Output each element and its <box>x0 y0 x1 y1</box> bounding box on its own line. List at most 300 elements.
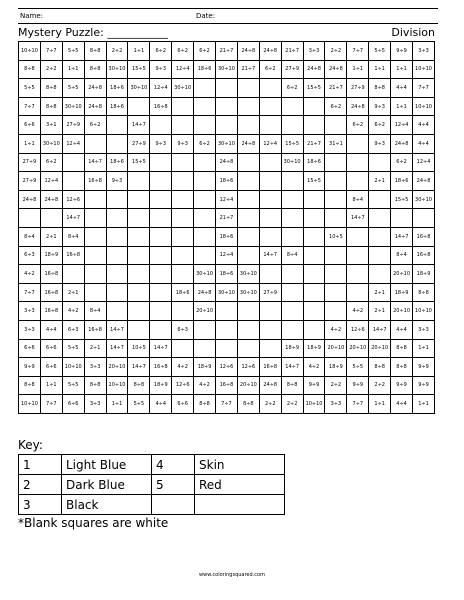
grid-cell[interactable]: 1÷1 <box>369 60 391 79</box>
grid-cell[interactable]: 15÷5 <box>128 60 150 79</box>
grid-cell[interactable]: 20÷10 <box>391 265 413 284</box>
grid-cell[interactable]: 12÷4 <box>172 60 194 79</box>
grid-cell[interactable] <box>172 172 194 191</box>
grid-cell[interactable] <box>194 116 216 135</box>
grid-cell[interactable]: 14÷7 <box>281 358 303 377</box>
grid-cell[interactable] <box>150 116 172 135</box>
grid-cell[interactable] <box>259 320 281 339</box>
grid-cell[interactable] <box>281 283 303 302</box>
grid-cell[interactable]: 7÷7 <box>40 42 62 61</box>
grid-cell[interactable] <box>106 190 128 209</box>
grid-cell[interactable]: 18÷6 <box>106 79 128 98</box>
grid-cell[interactable]: 16÷8 <box>40 302 62 321</box>
grid-cell[interactable] <box>150 283 172 302</box>
grid-cell[interactable]: 30÷10 <box>40 134 62 153</box>
grid-cell[interactable] <box>237 153 259 172</box>
grid-cell[interactable]: 18÷6 <box>216 227 238 246</box>
grid-cell[interactable]: 7÷7 <box>413 79 435 98</box>
grid-cell[interactable] <box>106 134 128 153</box>
grid-cell[interactable]: 4÷2 <box>194 376 216 395</box>
grid-cell[interactable]: 7÷7 <box>216 395 238 414</box>
grid-cell[interactable] <box>347 246 369 265</box>
grid-cell[interactable]: 6÷2 <box>194 134 216 153</box>
grid-cell[interactable]: 24÷8 <box>347 97 369 116</box>
grid-cell[interactable]: 24÷8 <box>237 42 259 61</box>
grid-cell[interactable]: 21÷7 <box>325 79 347 98</box>
grid-cell[interactable]: 18÷9 <box>303 339 325 358</box>
grid-cell[interactable] <box>194 172 216 191</box>
grid-cell[interactable] <box>303 97 325 116</box>
grid-cell[interactable]: 1÷1 <box>413 339 435 358</box>
grid-cell[interactable]: 14÷7 <box>62 209 84 228</box>
grid-cell[interactable] <box>347 153 369 172</box>
grid-cell[interactable] <box>128 283 150 302</box>
grid-cell[interactable]: 30÷10 <box>106 60 128 79</box>
grid-cell[interactable]: 2÷1 <box>84 339 106 358</box>
grid-cell[interactable]: 9÷3 <box>150 60 172 79</box>
grid-cell[interactable]: 1÷1 <box>62 60 84 79</box>
grid-cell[interactable] <box>281 97 303 116</box>
grid-cell[interactable]: 2÷1 <box>40 227 62 246</box>
grid-cell[interactable] <box>128 246 150 265</box>
grid-cell[interactable]: 24÷8 <box>40 190 62 209</box>
grid-cell[interactable] <box>150 190 172 209</box>
grid-cell[interactable]: 18÷9 <box>40 246 62 265</box>
grid-cell[interactable]: 3÷3 <box>19 320 41 339</box>
grid-cell[interactable]: 2÷1 <box>369 172 391 191</box>
grid-cell[interactable] <box>194 190 216 209</box>
grid-cell[interactable]: 4÷2 <box>19 265 41 284</box>
grid-cell[interactable]: 8÷8 <box>281 376 303 395</box>
grid-cell[interactable]: 24÷8 <box>391 134 413 153</box>
grid-cell[interactable]: 1÷1 <box>19 134 41 153</box>
grid-cell[interactable]: 1÷1 <box>391 60 413 79</box>
grid-cell[interactable]: 14÷7 <box>128 116 150 135</box>
grid-cell[interactable]: 15÷5 <box>303 79 325 98</box>
grid-cell[interactable]: 8÷8 <box>19 376 41 395</box>
grid-cell[interactable]: 3÷3 <box>19 302 41 321</box>
grid-cell[interactable] <box>237 190 259 209</box>
grid-cell[interactable] <box>172 265 194 284</box>
grid-cell[interactable]: 15÷5 <box>303 172 325 191</box>
grid-cell[interactable]: 9÷9 <box>19 358 41 377</box>
grid-cell[interactable] <box>347 227 369 246</box>
grid-cell[interactable]: 2÷2 <box>325 42 347 61</box>
grid-cell[interactable] <box>237 172 259 191</box>
grid-cell[interactable] <box>84 227 106 246</box>
grid-cell[interactable]: 3÷3 <box>84 358 106 377</box>
grid-cell[interactable]: 24÷8 <box>237 134 259 153</box>
grid-cell[interactable] <box>369 209 391 228</box>
grid-cell[interactable]: 8÷4 <box>84 302 106 321</box>
grid-cell[interactable]: 20÷10 <box>391 302 413 321</box>
grid-cell[interactable]: 6÷6 <box>40 339 62 358</box>
grid-cell[interactable] <box>128 227 150 246</box>
grid-cell[interactable]: 1÷1 <box>391 97 413 116</box>
grid-cell[interactable]: 14÷7 <box>150 339 172 358</box>
grid-cell[interactable]: 20÷10 <box>347 339 369 358</box>
grid-cell[interactable]: 30÷10 <box>237 283 259 302</box>
grid-cell[interactable]: 1÷1 <box>40 376 62 395</box>
grid-cell[interactable] <box>172 227 194 246</box>
grid-cell[interactable]: 30÷10 <box>172 79 194 98</box>
grid-cell[interactable]: 21÷7 <box>216 209 238 228</box>
grid-cell[interactable] <box>128 97 150 116</box>
grid-cell[interactable]: 5÷5 <box>62 79 84 98</box>
grid-cell[interactable] <box>259 302 281 321</box>
grid-cell[interactable]: 9÷3 <box>369 134 391 153</box>
grid-cell[interactable] <box>19 209 41 228</box>
grid-cell[interactable]: 4÷4 <box>413 134 435 153</box>
grid-cell[interactable]: 9÷3 <box>369 97 391 116</box>
grid-cell[interactable] <box>194 209 216 228</box>
grid-cell[interactable] <box>259 265 281 284</box>
grid-cell[interactable] <box>237 116 259 135</box>
grid-cell[interactable]: 14÷7 <box>106 320 128 339</box>
grid-cell[interactable]: 2÷1 <box>369 283 391 302</box>
grid-cell[interactable] <box>106 209 128 228</box>
grid-cell[interactable]: 6÷2 <box>194 42 216 61</box>
grid-cell[interactable] <box>281 227 303 246</box>
grid-cell[interactable] <box>325 190 347 209</box>
grid-cell[interactable]: 30÷10 <box>237 265 259 284</box>
grid-cell[interactable] <box>216 79 238 98</box>
grid-cell[interactable]: 10÷10 <box>106 376 128 395</box>
grid-cell[interactable]: 14÷7 <box>347 209 369 228</box>
grid-cell[interactable] <box>281 265 303 284</box>
grid-cell[interactable] <box>106 227 128 246</box>
grid-cell[interactable]: 18÷9 <box>325 358 347 377</box>
grid-cell[interactable]: 12÷4 <box>391 116 413 135</box>
grid-cell[interactable] <box>237 209 259 228</box>
grid-cell[interactable] <box>172 246 194 265</box>
grid-cell[interactable] <box>172 153 194 172</box>
grid-cell[interactable]: 4÷2 <box>62 302 84 321</box>
grid-cell[interactable]: 9÷3 <box>106 172 128 191</box>
grid-cell[interactable]: 27÷9 <box>128 134 150 153</box>
grid-cell[interactable]: 30÷10 <box>128 79 150 98</box>
grid-cell[interactable]: 1÷1 <box>106 395 128 414</box>
grid-cell[interactable]: 4÷4 <box>413 116 435 135</box>
grid-cell[interactable] <box>369 153 391 172</box>
grid-cell[interactable]: 18÷6 <box>216 265 238 284</box>
grid-cell[interactable] <box>106 246 128 265</box>
grid-cell[interactable]: 6÷2 <box>40 153 62 172</box>
grid-cell[interactable]: 16÷8 <box>216 376 238 395</box>
grid-cell[interactable]: 21÷7 <box>237 60 259 79</box>
grid-cell[interactable] <box>303 283 325 302</box>
grid-cell[interactable]: 20÷10 <box>194 302 216 321</box>
grid-cell[interactable]: 2÷1 <box>62 283 84 302</box>
grid-cell[interactable]: 4÷4 <box>40 320 62 339</box>
grid-cell[interactable]: 18÷9 <box>413 265 435 284</box>
grid-cell[interactable]: 8÷8 <box>369 358 391 377</box>
grid-cell[interactable] <box>128 320 150 339</box>
grid-cell[interactable]: 6÷2 <box>150 42 172 61</box>
grid-cell[interactable]: 27÷9 <box>62 116 84 135</box>
grid-cell[interactable]: 6÷2 <box>259 60 281 79</box>
grid-cell[interactable] <box>369 227 391 246</box>
grid-cell[interactable] <box>303 190 325 209</box>
grid-cell[interactable]: 3÷3 <box>84 395 106 414</box>
grid-cell[interactable] <box>303 302 325 321</box>
grid-cell[interactable]: 18÷6 <box>216 172 238 191</box>
grid-cell[interactable]: 4÷4 <box>391 79 413 98</box>
grid-cell[interactable]: 14÷7 <box>128 358 150 377</box>
grid-cell[interactable] <box>259 79 281 98</box>
grid-cell[interactable]: 5÷5 <box>62 339 84 358</box>
grid-cell[interactable] <box>84 283 106 302</box>
grid-cell[interactable]: 6÷3 <box>19 246 41 265</box>
grid-cell[interactable]: 24÷8 <box>216 153 238 172</box>
grid-cell[interactable]: 10÷10 <box>19 395 41 414</box>
grid-cell[interactable]: 16÷8 <box>40 265 62 284</box>
grid-cell[interactable]: 24÷8 <box>413 172 435 191</box>
grid-cell[interactable]: 24÷8 <box>259 42 281 61</box>
grid-cell[interactable] <box>194 339 216 358</box>
grid-cell[interactable]: 9÷9 <box>347 376 369 395</box>
grid-cell[interactable] <box>62 265 84 284</box>
grid-cell[interactable]: 2÷2 <box>369 376 391 395</box>
grid-cell[interactable]: 30÷10 <box>216 60 238 79</box>
grid-cell[interactable] <box>150 246 172 265</box>
grid-cell[interactable] <box>40 209 62 228</box>
grid-cell[interactable] <box>172 339 194 358</box>
grid-cell[interactable]: 16÷8 <box>413 246 435 265</box>
grid-cell[interactable]: 9÷9 <box>391 376 413 395</box>
grid-cell[interactable]: 24÷8 <box>84 97 106 116</box>
grid-cell[interactable]: 12÷6 <box>237 358 259 377</box>
grid-cell[interactable]: 3÷1 <box>40 116 62 135</box>
grid-cell[interactable] <box>106 302 128 321</box>
grid-cell[interactable]: 5÷5 <box>128 395 150 414</box>
grid-cell[interactable] <box>369 190 391 209</box>
grid-cell[interactable]: 7÷7 <box>19 283 41 302</box>
grid-cell[interactable]: 2÷2 <box>259 395 281 414</box>
grid-cell[interactable]: 14÷7 <box>84 153 106 172</box>
grid-cell[interactable]: 6÷2 <box>281 79 303 98</box>
grid-cell[interactable]: 6÷2 <box>347 116 369 135</box>
grid-cell[interactable]: 12÷4 <box>40 172 62 191</box>
grid-cell[interactable]: 24÷8 <box>194 283 216 302</box>
grid-cell[interactable]: 18÷6 <box>106 153 128 172</box>
grid-cell[interactable] <box>237 79 259 98</box>
grid-cell[interactable]: 8÷8 <box>369 79 391 98</box>
grid-cell[interactable] <box>128 172 150 191</box>
grid-cell[interactable]: 12÷4 <box>62 134 84 153</box>
grid-cell[interactable] <box>216 302 238 321</box>
grid-cell[interactable] <box>281 320 303 339</box>
grid-cell[interactable]: 4÷2 <box>347 302 369 321</box>
grid-cell[interactable]: 1÷1 <box>128 42 150 61</box>
grid-cell[interactable]: 18÷6 <box>194 60 216 79</box>
grid-cell[interactable] <box>237 320 259 339</box>
grid-cell[interactable]: 4÷2 <box>325 320 347 339</box>
grid-cell[interactable]: 4÷2 <box>172 358 194 377</box>
grid-cell[interactable]: 5÷5 <box>369 42 391 61</box>
grid-cell[interactable]: 18÷9 <box>194 358 216 377</box>
grid-cell[interactable]: 8÷8 <box>391 358 413 377</box>
grid-cell[interactable] <box>303 227 325 246</box>
grid-cell[interactable] <box>128 302 150 321</box>
grid-cell[interactable] <box>194 97 216 116</box>
grid-cell[interactable] <box>325 265 347 284</box>
grid-cell[interactable]: 7÷7 <box>347 42 369 61</box>
grid-cell[interactable]: 8÷8 <box>391 339 413 358</box>
grid-cell[interactable]: 18÷9 <box>391 283 413 302</box>
grid-cell[interactable] <box>303 246 325 265</box>
grid-cell[interactable] <box>172 97 194 116</box>
grid-cell[interactable]: 24÷8 <box>259 376 281 395</box>
grid-cell[interactable] <box>259 209 281 228</box>
grid-cell[interactable]: 8÷8 <box>40 97 62 116</box>
grid-cell[interactable]: 27÷9 <box>347 79 369 98</box>
grid-cell[interactable] <box>259 227 281 246</box>
grid-cell[interactable]: 16÷8 <box>84 320 106 339</box>
grid-cell[interactable]: 8÷8 <box>237 395 259 414</box>
grid-cell[interactable]: 20÷10 <box>106 358 128 377</box>
grid-cell[interactable] <box>237 227 259 246</box>
grid-cell[interactable] <box>325 246 347 265</box>
grid-cell[interactable] <box>369 265 391 284</box>
grid-cell[interactable] <box>150 209 172 228</box>
grid-cell[interactable] <box>84 265 106 284</box>
grid-cell[interactable] <box>259 153 281 172</box>
grid-cell[interactable]: 6÷6 <box>172 395 194 414</box>
grid-cell[interactable]: 12÷6 <box>216 358 238 377</box>
grid-cell[interactable]: 10÷5 <box>325 227 347 246</box>
grid-cell[interactable]: 18÷6 <box>106 97 128 116</box>
grid-cell[interactable] <box>150 172 172 191</box>
grid-cell[interactable]: 12÷6 <box>347 320 369 339</box>
grid-cell[interactable] <box>369 246 391 265</box>
grid-cell[interactable]: 8÷8 <box>84 42 106 61</box>
grid-cell[interactable]: 21÷7 <box>281 42 303 61</box>
grid-cell[interactable]: 7÷7 <box>19 97 41 116</box>
grid-cell[interactable] <box>84 246 106 265</box>
grid-cell[interactable] <box>62 172 84 191</box>
grid-cell[interactable]: 6÷2 <box>369 116 391 135</box>
grid-cell[interactable]: 8÷4 <box>391 246 413 265</box>
grid-cell[interactable]: 16÷8 <box>150 358 172 377</box>
grid-cell[interactable] <box>259 172 281 191</box>
grid-cell[interactable]: 10÷5 <box>128 339 150 358</box>
grid-cell[interactable]: 6÷2 <box>84 116 106 135</box>
grid-cell[interactable]: 20÷10 <box>237 376 259 395</box>
grid-cell[interactable]: 21÷7 <box>216 42 238 61</box>
grid-cell[interactable]: 6÷3 <box>62 320 84 339</box>
grid-cell[interactable]: 24÷8 <box>19 190 41 209</box>
grid-cell[interactable]: 16÷8 <box>84 172 106 191</box>
grid-cell[interactable] <box>128 265 150 284</box>
grid-cell[interactable]: 8÷4 <box>62 227 84 246</box>
grid-cell[interactable]: 30÷10 <box>62 97 84 116</box>
grid-cell[interactable]: 21÷7 <box>303 134 325 153</box>
grid-cell[interactable]: 27÷9 <box>19 172 41 191</box>
grid-cell[interactable] <box>281 190 303 209</box>
grid-cell[interactable]: 5÷5 <box>62 376 84 395</box>
grid-cell[interactable]: 30÷10 <box>216 283 238 302</box>
grid-cell[interactable]: 16÷8 <box>62 246 84 265</box>
grid-cell[interactable] <box>325 153 347 172</box>
grid-cell[interactable]: 24÷8 <box>84 79 106 98</box>
grid-cell[interactable]: 9÷9 <box>413 376 435 395</box>
grid-cell[interactable]: 12÷6 <box>62 190 84 209</box>
grid-cell[interactable]: 4÷4 <box>391 320 413 339</box>
grid-cell[interactable]: 3÷3 <box>413 320 435 339</box>
grid-cell[interactable]: 15÷5 <box>128 153 150 172</box>
grid-cell[interactable]: 6÷2 <box>172 42 194 61</box>
grid-cell[interactable]: 8÷4 <box>19 227 41 246</box>
grid-cell[interactable]: 5÷5 <box>19 79 41 98</box>
grid-cell[interactable] <box>281 209 303 228</box>
grid-cell[interactable]: 16÷8 <box>40 283 62 302</box>
grid-cell[interactable]: 8÷4 <box>347 190 369 209</box>
grid-cell[interactable]: 18÷6 <box>391 172 413 191</box>
grid-cell[interactable]: 10÷10 <box>413 60 435 79</box>
grid-cell[interactable] <box>150 302 172 321</box>
grid-cell[interactable]: 14÷7 <box>259 246 281 265</box>
grid-cell[interactable]: 30÷10 <box>194 265 216 284</box>
grid-cell[interactable]: 18÷9 <box>150 376 172 395</box>
grid-cell[interactable]: 6÷6 <box>19 339 41 358</box>
grid-cell[interactable] <box>172 190 194 209</box>
grid-cell[interactable] <box>259 116 281 135</box>
grid-cell[interactable] <box>325 283 347 302</box>
grid-cell[interactable]: 6÷6 <box>40 358 62 377</box>
grid-cell[interactable] <box>194 79 216 98</box>
grid-cell[interactable]: 6÷6 <box>62 395 84 414</box>
grid-cell[interactable] <box>216 116 238 135</box>
grid-cell[interactable]: 4÷4 <box>391 395 413 414</box>
grid-cell[interactable]: 1÷1 <box>413 395 435 414</box>
grid-cell[interactable]: 14÷7 <box>369 320 391 339</box>
grid-cell[interactable] <box>325 302 347 321</box>
grid-cell[interactable]: 18÷6 <box>303 153 325 172</box>
grid-cell[interactable]: 7÷7 <box>347 395 369 414</box>
grid-cell[interactable]: 4÷4 <box>150 395 172 414</box>
grid-cell[interactable]: 8÷8 <box>128 376 150 395</box>
grid-cell[interactable] <box>216 320 238 339</box>
grid-cell[interactable] <box>303 265 325 284</box>
grid-cell[interactable] <box>347 172 369 191</box>
grid-cell[interactable] <box>106 283 128 302</box>
grid-cell[interactable]: 14÷7 <box>106 339 128 358</box>
grid-cell[interactable]: 9÷9 <box>391 42 413 61</box>
grid-cell[interactable]: 16÷8 <box>259 358 281 377</box>
grid-cell[interactable]: 10÷10 <box>62 358 84 377</box>
grid-cell[interactable] <box>303 320 325 339</box>
grid-cell[interactable]: 20÷10 <box>369 339 391 358</box>
grid-cell[interactable]: 9÷3 <box>150 134 172 153</box>
grid-cell[interactable]: 8÷8 <box>40 79 62 98</box>
grid-cell[interactable] <box>259 190 281 209</box>
grid-cell[interactable] <box>281 302 303 321</box>
grid-cell[interactable] <box>237 339 259 358</box>
grid-cell[interactable] <box>216 339 238 358</box>
grid-cell[interactable]: 27÷9 <box>259 283 281 302</box>
grid-cell[interactable] <box>150 153 172 172</box>
grid-cell[interactable]: 12÷4 <box>413 153 435 172</box>
grid-cell[interactable]: 2÷2 <box>281 395 303 414</box>
grid-cell[interactable]: 2÷1 <box>369 302 391 321</box>
grid-cell[interactable]: 24÷8 <box>303 60 325 79</box>
grid-cell[interactable]: 10÷10 <box>413 97 435 116</box>
grid-cell[interactable]: 20÷10 <box>325 339 347 358</box>
grid-cell[interactable]: 30÷10 <box>413 190 435 209</box>
grid-cell[interactable] <box>325 209 347 228</box>
grid-cell[interactable] <box>413 209 435 228</box>
